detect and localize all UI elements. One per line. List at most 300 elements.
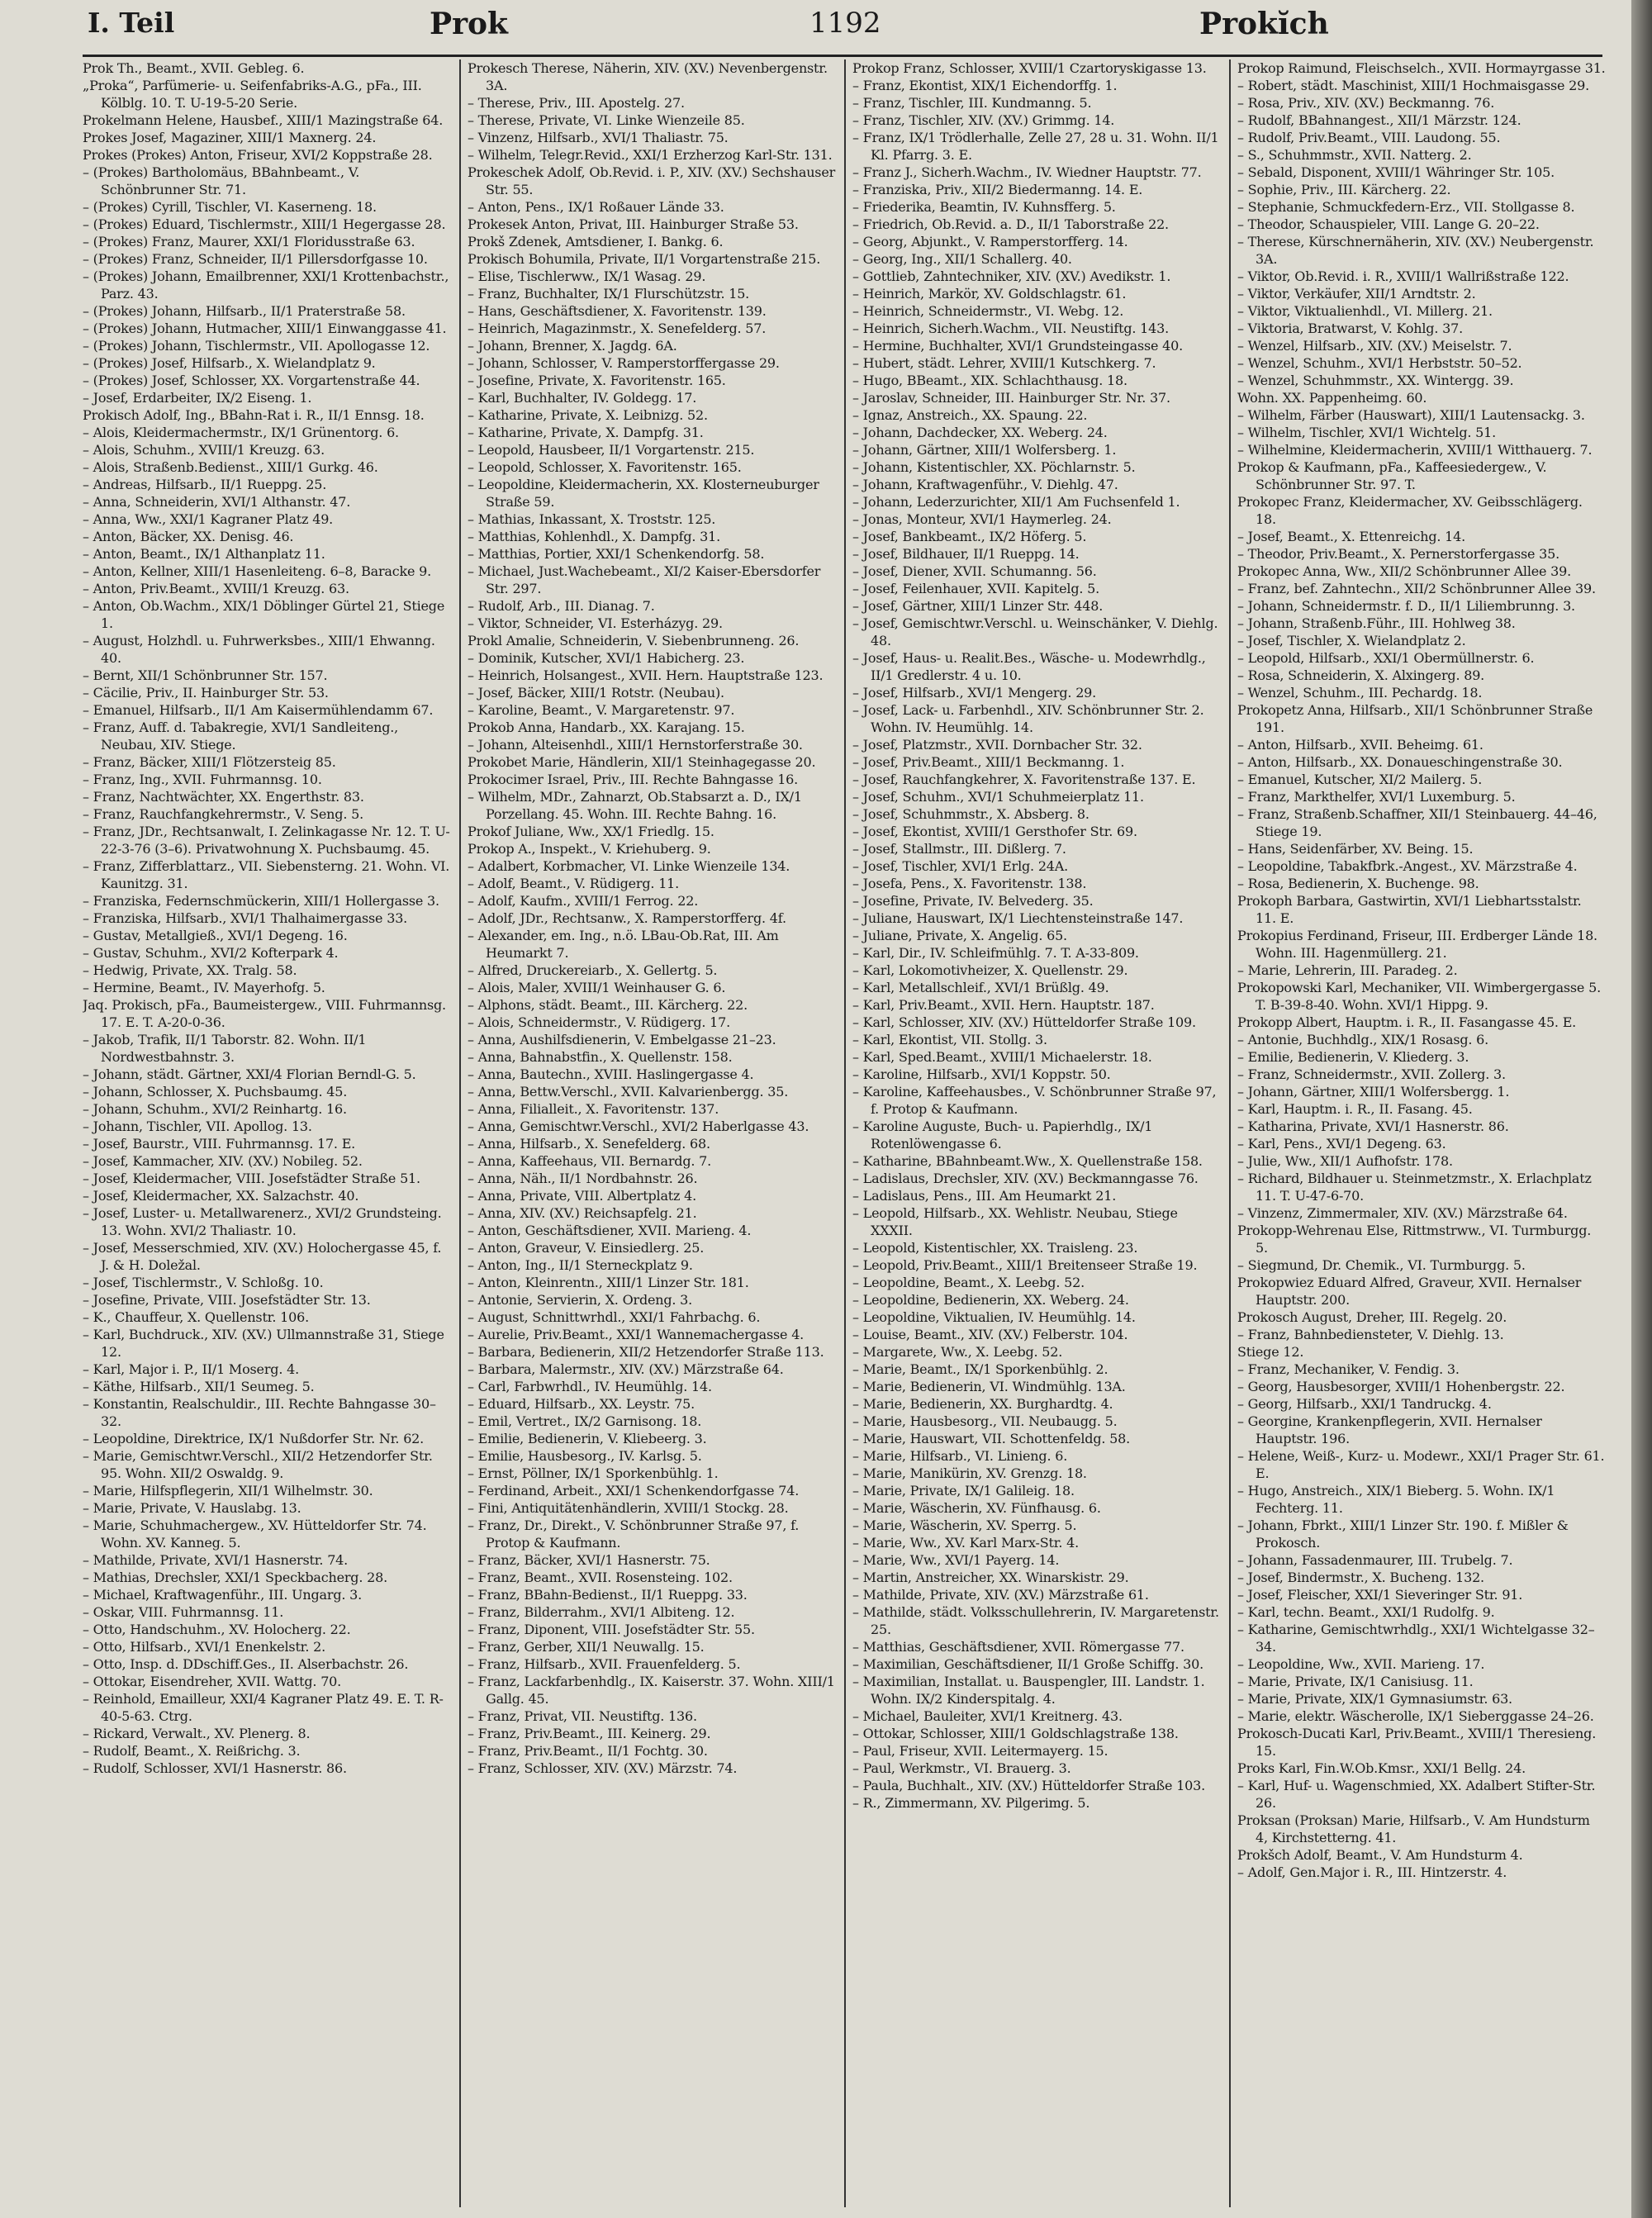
directory-entry: Prokopwiez Eduard Alfred, Graveur, XVII. Hernalser Hauptstr. 200.	[1237, 1275, 1582, 1308]
directory-entry: – Anton, Hilfsarb., XVII. Beheimg. 61.	[1237, 737, 1483, 753]
directory-entry: – Maximilian, Installat. u. Bauspengler, III. Landstr. 1. Wohn. IX/2 Kinderspitalg. 4.	[852, 1674, 1205, 1707]
directory-entry: Prokes (Prokes) Anton, Friseur, XVI/2 Koppstraße 28.	[83, 147, 433, 163]
directory-entry: Prokisch Adolf, Ing., BBahn-Rat i. R., II/1 Ennsg. 18.	[83, 407, 425, 423]
directory-entry: – Hedwig, Private, XX. Tralg. 58.	[83, 962, 297, 978]
directory-entry: – Johann, Tischler, VII. Apollog. 13.	[83, 1118, 312, 1134]
part-label: I. Teil	[88, 7, 175, 39]
directory-entry: – Anna, Bettw.Verschl., XVII. Kalvarienbergg. 35.	[468, 1084, 789, 1100]
directory-entry: Prokeschek Adolf, Ob.Revid. i. P., XIV. (XV.) Sechshauser Str. 55.	[468, 164, 836, 197]
directory-entry: – Johann, Lederzurichter, XII/1 Am Fuchsenfeld 1.	[852, 494, 1180, 510]
directory-entry: – Wenzel, Hilfsarb., XIV. (XV.) Meiselstr. 7.	[1237, 338, 1512, 354]
directory-entry: – Rudolf, Arb., III. Dianag. 7.	[468, 598, 655, 614]
directory-entry: – Richard, Bildhauer u. Steinmetzmstr., X. Erlachplatz 11. T. U-47-6-70.	[1237, 1171, 1592, 1204]
directory-entry: – Rudolf, Beamt., X. Reißrichg. 3.	[83, 1743, 301, 1759]
directory-entry: – Robert, städt. Maschinist, XIII/1 Hochmaisgasse 29.	[1237, 78, 1590, 93]
directory-entry: – Wilhelm, Färber (Hauswart), XIII/1 Lautensackg. 3.	[1237, 407, 1585, 423]
directory-entry: – Karl, Buchdruck., XIV. (XV.) Ullmannstraße 31, Stiege 12.	[83, 1327, 444, 1360]
directory-entry: – Josef, Erdarbeiter, IX/2 Eiseng. 1.	[83, 390, 312, 406]
directory-entry: Prokš Zdenek, Amtsdiener, I. Bankg. 6.	[468, 234, 724, 249]
directory-entry: – Josef, Messerschmied, XIV. (XV.) Holochergasse 45, f. J. & H. Doležal.	[83, 1240, 442, 1273]
directory-entry: – Franz, Bahnbediensteter, V. Diehlg. 13.	[1237, 1327, 1504, 1342]
directory-entry: – Josef, Diener, XVII. Schumanng. 56.	[852, 563, 1097, 579]
directory-entry: – Ottokar, Eisendreher, XVII. Wattg. 70.	[83, 1674, 342, 1689]
directory-entry: – Franz J., Sicherh.Wachm., IV. Wiedner Hauptstr. 77.	[852, 164, 1202, 180]
directory-entry: – Marie, Manikürin, XV. Grenzg. 18.	[852, 1465, 1087, 1481]
directory-entry: Stiege 12.	[1237, 1344, 1304, 1360]
directory-entry: – Bernt, XII/1 Schönbrunner Str. 157.	[83, 667, 328, 683]
directory-entry: – Franz, Diponent, VIII. Josefstädter Str. 55.	[468, 1622, 755, 1637]
directory-entry: Prokopp Albert, Hauptm. i. R., II. Fasangasse 45. E.	[1237, 1014, 1577, 1030]
directory-entry: – Josef, Priv.Beamt., XIII/1 Beckmanng. 1.	[852, 754, 1125, 770]
directory-entry: – Anton, Hilfsarb., XX. Donaueschingenstraße 30.	[1237, 754, 1563, 770]
directory-entry: – Rosa, Priv., XIV. (XV.) Beckmanng. 76.	[1237, 95, 1495, 111]
directory-entry: – Franz, Tischler, XIV. (XV.) Grimmg. 14.	[852, 112, 1115, 128]
directory-entry: – Fini, Antiquitätenhändlerin, XVIII/1 Stockg. 28.	[468, 1500, 789, 1516]
directory-entry: – Marie, Bedienerin, VI. Windmühlg. 13A.	[852, 1379, 1126, 1394]
directory-entry: – Karl, Ekontist, VII. Stollg. 3.	[852, 1032, 1047, 1047]
directory-entry: – Josef, Haus- u. Realit.Bes., Wäsche- u. Modewrhdlg., II/1 Gredlerstr. 4 u. 10.	[852, 650, 1206, 683]
directory-entry: – Josef, Rauchfangkehrer, X. Favoritenstraße 137. E.	[852, 772, 1196, 787]
directory-entry: – Stephanie, Schmuckfedern-Erz., VII. Stollgasse 8.	[1237, 199, 1575, 215]
directory-entry: – Marie, Wäscherin, XV. Fünfhausg. 6.	[852, 1500, 1101, 1516]
directory-entry: Prokop & Kaufmann, pFa., Kaffeesiedergew., V. Schönbrunner Str. 97. T.	[1237, 459, 1547, 492]
directory-entry: – Franz, Schlosser, XIV. (XV.) Märzstr. 74.	[468, 1760, 738, 1776]
directory-entry: – Carl, Farbwrhdl., IV. Heumühlg. 14.	[468, 1379, 712, 1394]
directory-entry: – Käthe, Hilfsarb., XII/1 Seumeg. 5.	[83, 1379, 315, 1394]
directory-entry: Prokob Anna, Handarb., XX. Karajang. 15.	[468, 720, 745, 735]
directory-entry: – Jonas, Monteur, XVI/1 Haymerleg. 24.	[852, 511, 1112, 527]
directory-entry: – Juliane, Hauswart, IX/1 Liechtensteinstraße 147.	[852, 910, 1184, 926]
directory-entry: – Katharina, Private, XVI/1 Hasnerstr. 86.	[1237, 1118, 1509, 1134]
directory-entry: – Heinrich, Sicherh.Wachm., VII. Neustiftg. 143.	[852, 321, 1169, 336]
directory-entry: – August, Schnittwrhdl., XXI/1 Fahrbachg. 6.	[468, 1309, 761, 1325]
directory-entry: – Katharine, Private, X. Leibnizg. 52.	[468, 407, 708, 423]
directory-entry: – Franz, Auff. d. Tabakregie, XVI/1 Sandleiteng., Neubau, XIV. Stiege.	[83, 720, 399, 753]
directory-entry: – Anna, Bahnabstfin., X. Quellenstr. 158.	[468, 1049, 733, 1065]
directory-entry: – Hermine, Buchhalter, XVI/1 Grundsteingasse 40.	[852, 338, 1183, 354]
directory-entry: – Leopoldine, Kleidermacherin, XX. Klosterneuburger Straße 59.	[468, 477, 819, 510]
directory-entry: – Heinrich, Holsangest., XVII. Hern. Hauptstraße 123.	[468, 667, 824, 683]
directory-entry: – Johann, städt. Gärtner, XXI/4 Florian Berndl-G. 5.	[83, 1066, 416, 1082]
directory-entry: Prok Th., Beamt., XVII. Gebleg. 6.	[83, 60, 305, 76]
directory-entry: – Josef, Gärtner, XIII/1 Linzer Str. 448.	[852, 598, 1104, 614]
directory-entry: Prokopetz Anna, Hilfsarb., XII/1 Schönbrunner Straße 191.	[1237, 702, 1593, 735]
directory-entry: – Vinzenz, Hilfsarb., XVI/1 Thaliastr. 75.	[468, 130, 729, 145]
directory-entry: – Alphons, städt. Beamt., III. Kärcherg. 22.	[468, 997, 748, 1013]
directory-entry: – Rosa, Bedienerin, X. Buchenge. 98.	[1237, 876, 1479, 891]
directory-entry: – Josefine, Private, X. Favoritenstr. 165.	[468, 373, 726, 388]
directory-entry: – Franz, Beamt., XVII. Rosensteing. 102.	[468, 1570, 733, 1585]
directory-entry: – Franz, Gerber, XII/1 Neuwallg. 15.	[468, 1639, 705, 1655]
directory-entry: – Johann, Fassadenmaurer, III. Trubelg. 7.	[1237, 1552, 1513, 1568]
directory-entry: – Theodor, Schauspieler, VIII. Lange G. 20–22.	[1237, 216, 1540, 232]
directory-entry: – Anna, Ww., XXI/1 Kagraner Platz 49.	[83, 511, 334, 527]
directory-entry: – Hans, Seidenfärber, XV. Being. 15.	[1237, 841, 1474, 857]
directory-entry: – Alexander, em. Ing., n.ö. LBau-Ob.Rat, III. Am Heumarkt 7.	[468, 928, 779, 961]
directory-entry: – Franz, Schneidermstr., XVII. Zollerg. 3.	[1237, 1066, 1506, 1082]
directory-entry: – Leopold, Priv.Beamt., XIII/1 Breitenseer Straße 19.	[852, 1257, 1198, 1273]
column-2	[468, 59, 836, 2207]
directory-entry: – Marie, Schuhmachergew., XV. Hütteldorfer Str. 74. Wohn. XV. Kanneg. 5.	[83, 1517, 427, 1551]
directory-entry: – Karl, Metallschleif., XVI/1 Brüßlg. 49.	[852, 980, 1109, 995]
directory-entry: – Wilhelm, Tischler, XVI/1 Wichtelg. 51.	[1237, 425, 1496, 440]
directory-entry: – Josef, Hilfsarb., XVI/1 Mengerg. 29.	[852, 685, 1097, 701]
directory-entry: Prokobet Marie, Händlerin, XII/1 Steinhagegasse 20.	[468, 754, 816, 770]
directory-entry: – Viktor, Viktualienhdl., VI. Millerg. 21.	[1237, 303, 1493, 319]
directory-entry: – Emanuel, Hilfsarb., II/1 Am Kaisermühlendamm 67.	[83, 702, 434, 718]
directory-entry: – Josef, Tischler, X. Wielandplatz 2.	[1237, 633, 1466, 648]
directory-entry: – Anna, Kaffeehaus, VII. Bernardg. 7.	[468, 1153, 712, 1169]
directory-entry: – Mathilde, städt. Volksschullehrerin, IV. Margaretenstr. 25.	[852, 1604, 1219, 1637]
left-catchword: Prok	[430, 7, 508, 41]
directory-entry: – Adolf, JDr., Rechtsanw., X. Ramperstorfferg. 4f.	[468, 910, 786, 926]
directory-entry: Prokopec Anna, Ww., XII/2 Schönbrunner Allee 39.	[1237, 563, 1572, 579]
directory-entry: Prokop A., Inspekt., V. Kriehuberg. 9.	[468, 841, 711, 857]
directory-entry: – Josefine, Private, VIII. Josefstädter Str. 13.	[83, 1292, 371, 1308]
directory-entry: – Michael, Just.Wachebeamt., XI/2 Kaiser-Ebersdorfer Str. 297.	[468, 563, 821, 596]
directory-entry: – Marie, Hilfsarb., VI. Linieng. 6.	[852, 1448, 1068, 1464]
directory-entry: – Sebald, Disponent, XVIII/1 Währinger Str. 105.	[1237, 164, 1555, 180]
directory-entry: – Karl, Schlosser, XIV. (XV.) Hütteldorfer Straße 109.	[852, 1014, 1196, 1030]
directory-entry: – (Prokes) Johann, Tischlermstr., VII. Apollogasse 12.	[83, 338, 430, 354]
directory-entry: – Karl, Lokomotivheizer, X. Quellenstr. 29.	[852, 962, 1128, 978]
directory-entry: – Marie, Hauswart, VII. Schottenfeldg. 58.	[852, 1431, 1130, 1446]
directory-entry: – Otto, Handschuhm., XV. Holocherg. 22.	[83, 1622, 351, 1637]
directory-entry: – Georg, Abjunkt., V. Ramperstorfferg. 14.	[852, 234, 1128, 249]
directory-entry: – Gustav, Schuhm., XVI/2 Kofterpark 4.	[83, 945, 339, 961]
directory-entry: – Marie, Ww., XV. Karl Marx-Str. 4.	[852, 1535, 1080, 1551]
directory-entry: – Leopold, Hilfsarb., XXI/1 Obermüllnerstr. 6.	[1237, 650, 1535, 666]
directory-entry: – Mathias, Inkassant, X. Troststr. 125.	[468, 511, 716, 527]
directory-entry: – Johann, Gärtner, XIII/1 Wolfersbergg. 1.	[1237, 1084, 1510, 1100]
directory-entry: – Marie, Bedienerin, XX. Burghardtg. 4.	[852, 1396, 1113, 1412]
directory-entry: – Anna, Gemischtwr.Verschl., XVI/2 Haberlgasse 43.	[468, 1118, 809, 1134]
directory-entry: – Josef, Luster- u. Metallwarenerz., XVI/2 Grundsteing. 13. Wohn. XVI/2 Thaliastr. 10.	[83, 1205, 442, 1238]
directory-entry: – Josefine, Private, IV. Belvederg. 35.	[852, 893, 1094, 909]
directory-entry: – Ladislaus, Drechsler, XIV. (XV.) Beckmanngasse 76.	[852, 1171, 1199, 1186]
column-1	[83, 59, 451, 2207]
directory-entry: – Georgine, Krankenpflegerin, XVII. Hernalser Hauptstr. 196.	[1237, 1413, 1542, 1446]
directory-entry: – Josef, Bankbeamt., IX/2 Höferg. 5.	[852, 529, 1087, 544]
right-catchword: Prokĭch	[1199, 7, 1329, 41]
directory-entry: – Matthias, Kohlenhdl., X. Dampfg. 31.	[468, 529, 721, 544]
directory-entry: – Katharine, BBahnbeamt.Ww., X. Quellenstraße 158.	[852, 1153, 1203, 1169]
directory-entry: – Theodor, Priv.Beamt., X. Pernerstorfergasse 35.	[1237, 546, 1559, 562]
directory-entry: – Josefa, Pens., X. Favoritenstr. 138.	[852, 876, 1087, 891]
column-divider	[459, 59, 461, 2207]
directory-entry: – Andreas, Hilfsarb., II/1 Rueppg. 25.	[83, 477, 327, 492]
directory-entry: – Karoline, Hilfsarb., XVI/1 Koppstr. 50.	[852, 1066, 1111, 1082]
directory-entry: – Jaroslav, Schneider, III. Hainburger Str. Nr. 37.	[852, 390, 1170, 406]
directory-entry: – Rudolf, Priv.Beamt., VIII. Laudong. 55.	[1237, 130, 1501, 145]
directory-entry: – Hugo, Anstreich., XIX/1 Bieberg. 5. Wohn. IX/1 Fechterg. 11.	[1237, 1483, 1555, 1516]
directory-entry: Prokopowski Karl, Mechaniker, VII. Wimbergergasse 5. T. B-39-8-40. Wohn. XVI/1 Hippg. 9.	[1237, 980, 1601, 1013]
directory-entry: – Marie, Private, V. Hauslabg. 13.	[83, 1500, 301, 1516]
directory-entry: – Friederika, Beamtin, IV. Kuhnsfferg. 5.	[852, 199, 1116, 215]
directory-entry: – Juliane, Private, X. Angelig. 65.	[852, 928, 1067, 943]
directory-entry: – Karl, Hauptm. i. R., II. Fasang. 45.	[1237, 1101, 1473, 1117]
directory-entry: – Martin, Anstreicher, XX. Winarskistr. 29.	[852, 1570, 1129, 1585]
directory-entry: – Josef, Fleischer, XXI/1 Sieveringer Str. 91.	[1237, 1587, 1523, 1603]
directory-entry: – Josef, Kammacher, XIV. (XV.) Nobileg. 52.	[83, 1153, 363, 1169]
directory-entry: – Margarete, Ww., X. Leebg. 52.	[852, 1344, 1063, 1360]
directory-entry: – (Prokes) Johann, Hutmacher, XIII/1 Einwanggasse 41.	[83, 321, 447, 336]
directory-entry: – Louise, Beamt., XIV. (XV.) Felberstr. 104.	[852, 1327, 1128, 1342]
directory-entry: – Alois, Maler, XVIII/1 Weinhauser G. 6.	[468, 980, 726, 995]
directory-entry: – Alois, Schneidermstr., V. Rüdigerg. 17.	[468, 1014, 730, 1030]
directory-entry: – Leopoldine, Ww., XVII. Marieng. 17.	[1237, 1656, 1485, 1672]
directory-entry: – Ottokar, Schlosser, XIII/1 Goldschlagstraße 138.	[852, 1726, 1179, 1741]
directory-entry: – Franz, Lackfarbenhdlg., IX. Kaiserstr. 37. Wohn. XIII/1 Gallg. 45.	[468, 1674, 835, 1707]
directory-entry: Prokesch Therese, Näherin, XIV. (XV.) Nevenbergenstr. 3A.	[468, 60, 828, 93]
directory-entry: Prokosch-Ducati Karl, Priv.Beamt., XVIII/1 Theresieng. 15.	[1237, 1726, 1597, 1759]
directory-entry: – Anna, Näh., II/1 Nordbahnstr. 26.	[468, 1171, 698, 1186]
directory-entry: – Alois, Schuhm., XVIII/1 Kreuzg. 63.	[83, 442, 325, 458]
directory-entry: – Anna, Bautechn., XVIII. Haslingergasse 4.	[468, 1066, 754, 1082]
directory-entry: – Ferdinand, Arbeit., XXI/1 Schenkendorfgasse 74.	[468, 1483, 800, 1498]
directory-entry: – Anna, XIV. (XV.) Reichsapfelg. 21.	[468, 1205, 697, 1221]
directory-entry: – Georg, Hausbesorger, XVIII/1 Hohenbergstr. 22.	[1237, 1379, 1565, 1394]
directory-entry: – Otto, Insp. d. DDschiff.Ges., II. Alserbachstr. 26.	[83, 1656, 409, 1672]
directory-entry: Prokisch Bohumila, Private, II/1 Vorgartenstraße 215.	[468, 251, 821, 267]
directory-entry: Prokelmann Helene, Hausbef., XIII/1 Mazingstraße 64.	[83, 112, 444, 128]
directory-entry: – Marie, Private, IX/1 Canisiusg. 11.	[1237, 1674, 1474, 1689]
directory-entry: Prokocimer Israel, Priv., III. Rechte Bahngasse 16.	[468, 772, 799, 787]
directory-entry: – Hugo, BBeamt., XIX. Schlachthausg. 18.	[852, 373, 1127, 388]
directory-entry: – Friedrich, Ob.Revid. a. D., II/1 Taborstraße 22.	[852, 216, 1169, 232]
directory-entry: – Heinrich, Schneidermstr., VI. Webg. 12.	[852, 303, 1124, 319]
directory-entry: – Franziska, Federnschmückerin, XIII/1 Hollergasse 3.	[83, 893, 439, 909]
directory-entry: – Adolf, Beamt., V. Rüdigerg. 11.	[468, 876, 680, 891]
directory-entry: – Karoline, Kaffeehausbes., V. Schönbrunner Straße 97, f. Protop & Kaufmann.	[852, 1084, 1217, 1117]
directory-entry: – Franz, Priv.Beamt., III. Keinerg. 29.	[468, 1726, 711, 1741]
column-4	[1237, 59, 1606, 2207]
directory-entry: – Marie, elektr. Wäscherolle, IX/1 Sieberggasse 24–26.	[1237, 1708, 1594, 1724]
column-divider	[1229, 59, 1231, 2207]
directory-entry: – Marie, Hausbesorg., VII. Neubaugg. 5.	[852, 1413, 1118, 1429]
directory-entry: – Cäcilie, Priv., II. Hainburger Str. 53.	[83, 685, 329, 701]
directory-entry: – Georg, Ing., XII/1 Schallerg. 40.	[852, 251, 1072, 267]
directory-entry: – Anton, Ob.Wachm., XIX/1 Döblinger Gürtel 21, Stiege 1.	[83, 598, 445, 631]
directory-entry: Prokop Raimund, Fleischselch., XVII. Hormayrgasse 31.	[1237, 60, 1606, 76]
directory-entry: – (Prokes) Eduard, Tischlermstr., XIII/1 Hegergasse 28.	[83, 216, 446, 232]
directory-entry: – Josef, Schuhm., XVI/1 Schuhmeierplatz 11.	[852, 789, 1144, 805]
directory-entry: – Franz, Privat, VII. Neustiftg. 136.	[468, 1708, 697, 1724]
directory-entry: – Johann, Schuhm., XVI/2 Reinhartg. 16.	[83, 1101, 347, 1117]
directory-entry: – Rudolf, Schlosser, XVI/1 Hasnerstr. 86.	[83, 1760, 347, 1776]
directory-entry: – Hermine, Beamt., IV. Mayerhofg. 5.	[83, 980, 325, 995]
directory-entry: – Adolf, Gen.Major i. R., III. Hintzerstr. 4.	[1237, 1864, 1507, 1880]
directory-entry: – Reinhold, Emailleur, XXI/4 Kagraner Platz 49. E. T. R-40-5-63. Ctrg.	[83, 1691, 444, 1724]
directory-entry: – Emilie, Hausbesorg., IV. Karlsg. 5.	[468, 1448, 702, 1464]
directory-entry: – Josef, Kleidermacher, VIII. Josefstädter Straße 51.	[83, 1171, 420, 1186]
directory-entry: – Emanuel, Kutscher, XI/2 Mailerg. 5.	[1237, 772, 1483, 787]
directory-entry: – Anton, Graveur, V. Einsiedlerg. 25.	[468, 1240, 705, 1256]
directory-entry: Prokšch Adolf, Beamt., V. Am Hundsturm 4.	[1237, 1847, 1523, 1863]
directory-entry: – Josef, Bäcker, XIII/1 Rotstr. (Neubau).	[468, 685, 724, 701]
directory-entry: – Johann, Schneidermstr. f. D., II/1 Liliembrunng. 3.	[1237, 598, 1575, 614]
directory-entry: – Anna, Filialleit., X. Favoritenstr. 137.	[468, 1101, 719, 1117]
directory-entry: – Emilie, Bedienerin, V. Kliederg. 3.	[1237, 1049, 1469, 1065]
directory-entry: – Matthias, Portier, XXI/1 Schenkendorfg. 58.	[468, 546, 765, 562]
directory-entry: – Anna, Schneiderin, XVI/1 Althanstr. 47.	[83, 494, 351, 510]
directory-entry: – Marie, Private, IX/1 Galileig. 18.	[852, 1483, 1075, 1498]
directory-entry: – Karl, Priv.Beamt., XVII. Hern. Hauptstr. 187.	[852, 997, 1155, 1013]
directory-entry: – Barbara, Bedienerin, XII/2 Hetzendorfer Straße 113.	[468, 1344, 824, 1360]
directory-entry: – Elise, Tischlerww., IX/1 Wasag. 29.	[468, 268, 706, 284]
directory-entry: – (Prokes) Josef, Hilfsarb., X. Wielandplatz 9.	[83, 355, 376, 371]
directory-entry: – Leopold, Schlosser, X. Favoritenstr. 165.	[468, 459, 742, 475]
directory-entry: – Franziska, Hilfsarb., XVI/1 Thalhaimergasse 33.	[83, 910, 408, 926]
directory-entry: – (Prokes) Cyrill, Tischler, VI. Kaserneng. 18.	[83, 199, 377, 215]
directory-entry: – Anna, Private, VIII. Albertplatz 4.	[468, 1188, 696, 1204]
directory-entry: – Marie, Beamt., IX/1 Sporkenbühlg. 2.	[852, 1361, 1108, 1377]
directory-entry: – Konstantin, Realschuldir., III. Rechte Bahngasse 30–32.	[83, 1396, 436, 1429]
directory-entry: – Wenzel, Schuhm., XVI/1 Herbststr. 50–52.	[1237, 355, 1522, 371]
directory-entry: – Johann, Gärtner, XIII/1 Wolfersberg. 1.	[852, 442, 1117, 458]
directory-entry: – Helene, Weiß-, Kurz- u. Modewr., XXI/1 Prager Str. 61. E.	[1237, 1448, 1605, 1481]
directory-entry: – Anna, Hilfsarb., X. Senefelderg. 68.	[468, 1136, 710, 1152]
directory-entry: – Franz, Bäcker, XVI/1 Hasnerstr. 75.	[468, 1552, 710, 1568]
directory-entry: – Marie, Hilfspflegerin, XII/1 Wilhelmstr. 30.	[83, 1483, 373, 1498]
directory-entry: – Anton, Geschäftsdiener, XVII. Marieng. 4.	[468, 1223, 752, 1238]
directory-entry: – Josef, Platzmstr., XVII. Dornbacher Str. 32.	[852, 737, 1142, 753]
directory-entry: – Oskar, VIII. Fuhrmannsg. 11.	[83, 1604, 284, 1620]
directory-entry: – Mathilde, Private, XVI/1 Hasnerstr. 74.	[83, 1552, 349, 1568]
directory-entry: – Aurelie, Priv.Beamt., XXI/1 Wannemachergasse 4.	[468, 1327, 805, 1342]
directory-entry: – Johann, Kistentischler, XX. Pöchlarnstr. 5.	[852, 459, 1136, 475]
directory-entry: Prokes Josef, Magaziner, XIII/1 Maxnerg. 24.	[83, 130, 377, 145]
directory-entry: Prokopius Ferdinand, Friseur, III. Erdberger Lände 18. Wohn. III. Hagenmüllerg. 21.	[1237, 928, 1597, 961]
directory-entry: – Franz, Dr., Direkt., V. Schönbrunner Straße 97, f. Protop & Kaufmann.	[468, 1517, 800, 1551]
directory-entry: – S., Schuhmmstr., XVII. Natterg. 2.	[1237, 147, 1472, 163]
column-3	[852, 59, 1221, 2207]
directory-entry: – Karl, Huf- u. Wagenschmied, XX. Adalbert Stifter-Str. 26.	[1237, 1778, 1596, 1811]
directory-entry: – Marie, Ww., XVI/1 Payerg. 14.	[852, 1552, 1060, 1568]
directory-entry: – Karl, Dir., IV. Schleifmühlg. 7. T. A-33-809.	[852, 945, 1139, 961]
directory-entry: – Josef, Gemischtwr.Verschl. u. Weinschänker, V. Diehlg. 48.	[852, 615, 1218, 648]
header-rule	[83, 55, 1602, 57]
directory-entry: – Josef, Bindermstr., X. Bucheng. 132.	[1237, 1570, 1484, 1585]
directory-entry: – (Prokes) Josef, Schlosser, XX. Vorgartenstraße 44.	[83, 373, 420, 388]
directory-entry: – Leopold, Hausbeer, II/1 Vorgartenstr. 215.	[468, 442, 755, 458]
directory-entry: – (Prokes) Bartholomäus, BBahnbeamt., V. Schönbrunner Str. 71.	[83, 164, 360, 197]
directory-entry: – Josef, Stallmstr., III. Dißlerg. 7.	[852, 841, 1066, 857]
directory-entry: – R., Zimmermann, XV. Pilgerimg. 5.	[852, 1795, 1090, 1811]
directory-entry: – Leopoldine, Bedienerin, XX. Weberg. 24.	[852, 1292, 1129, 1308]
directory-entry: – Paula, Buchhalt., XIV. (XV.) Hütteldorfer Straße 103.	[852, 1778, 1206, 1793]
directory-entry: – (Prokes) Johann, Hilfsarb., II/1 Praterstraße 58.	[83, 303, 406, 319]
directory-entry: – Marie, Private, XIX/1 Gymnasiumstr. 63.	[1237, 1691, 1512, 1707]
directory-entry: – Vinzenz, Zimmermaler, XIV. (XV.) Märzstraße 64.	[1237, 1205, 1568, 1221]
directory-entry: – Franz, Priv.Beamt., II/1 Fochtg. 30.	[468, 1743, 708, 1759]
directory-entry: Proks Karl, Fin.W.Ob.Kmsr., XXI/1 Bellg. 24.	[1237, 1760, 1526, 1776]
directory-entry: – Wenzel, Schuhm., III. Pechardg. 18.	[1237, 685, 1483, 701]
directory-entry: – Anton, Kleinrentn., XIII/1 Linzer Str. 181.	[468, 1275, 749, 1290]
directory-entry: – Michael, Bauleiter, XVI/1 Kreitnerg. 43.	[852, 1708, 1123, 1724]
page-number: 1192	[809, 7, 881, 40]
page-edge	[1631, 0, 1652, 2218]
directory-entry: – Franz, Straßenb.Schaffner, XII/1 Steinbauerg. 44–46, Stiege 19.	[1237, 806, 1597, 839]
directory-entry: – Sophie, Priv., III. Kärcherg. 22.	[1237, 182, 1451, 197]
directory-entry: – Heinrich, Markör, XV. Goldschlagstr. 61.	[852, 286, 1127, 302]
directory-entry: Prokof Juliane, Ww., XX/1 Friedlg. 15.	[468, 824, 714, 839]
directory-entry: – Rosa, Schneiderin, X. Alxingerg. 89.	[1237, 667, 1485, 683]
directory-entry: – Johann, Schlosser, V. Ramperstorffergasse 29.	[468, 355, 780, 371]
directory-entry: Prokesek Anton, Privat, III. Hainburger Straße 53.	[468, 216, 799, 232]
directory-entry: – Antonie, Buchhdlg., XIX/1 Rosasg. 6.	[1237, 1032, 1489, 1047]
directory-entry: – Franz, Hilfsarb., XVII. Frauenfelderg. 5.	[468, 1656, 741, 1672]
directory-entry: – Viktoria, Bratwarst, V. Kohlg. 37.	[1237, 321, 1463, 336]
directory-entry: – Franz, Mechaniker, V. Fendig. 3.	[1237, 1361, 1460, 1377]
directory-entry: – Rickard, Verwalt., XV. Plenerg. 8.	[83, 1726, 311, 1741]
directory-entry: – Viktor, Schneider, VI. Esterházyg. 29.	[468, 615, 723, 631]
directory-entry: – Leopold, Kistentischler, XX. Traisleng. 23.	[852, 1240, 1138, 1256]
directory-entry: Prokopec Franz, Kleidermacher, XV. Geibsschlägerg. 18.	[1237, 494, 1583, 527]
directory-entry: – Johann, Brenner, X. Jagdg. 6A.	[468, 338, 677, 354]
directory-entry: – Josef, Tischlermstr., V. Schloßg. 10.	[83, 1275, 324, 1290]
directory-entry: – Alois, Kleidermachermstr., IX/1 Grünentorg. 6.	[83, 425, 399, 440]
directory-entry: – Heinrich, Magazinmstr., X. Senefelderg. 57.	[468, 321, 767, 336]
directory-entry: – Gustav, Metallgieß., XVI/1 Degeng. 16.	[83, 928, 348, 943]
directory-entry: – Julie, Ww., XII/1 Aufhofstr. 178.	[1237, 1153, 1453, 1169]
directory-entry: – Katharine, Gemischtwrhdlg., XXI/1 Wichtelgasse 32–34.	[1237, 1622, 1595, 1655]
directory-entry: – Franz, Markthelfer, XVI/1 Luxemburg. 5.	[1237, 789, 1516, 805]
directory-entry: – Josef, Bildhauer, II/1 Rueppg. 14.	[852, 546, 1080, 562]
directory-entry: – Anton, Beamt., IX/1 Althanplatz 11.	[83, 546, 325, 562]
directory-entry: – Franz, Buchhalter, IX/1 Flurschützstr. 15.	[468, 286, 750, 302]
directory-entry: – Anton, Priv.Beamt., XVIII/1 Kreuzg. 63.	[83, 581, 349, 596]
directory-entry: – Viktor, Ob.Revid. i. R., XVIII/1 Wallrißstraße 122.	[1237, 268, 1569, 284]
directory-entry: – Josef, Schuhmmstr., X. Absberg. 8.	[852, 806, 1089, 822]
directory-entry: – Johann, Alteisenhdl., XIII/1 Hernstorferstraße 30.	[468, 737, 803, 753]
directory-entry: – Alois, Straßenb.Bedienst., XIII/1 Gurkg. 46.	[83, 459, 378, 475]
directory-entry: – Josef, Baurstr., VIII. Fuhrmannsg. 17. E.	[83, 1136, 356, 1152]
directory-entry: Wohn. XX. Pappenheimg. 60.	[1237, 390, 1427, 406]
directory-entry: – Emil, Vertret., IX/2 Garnisong. 18.	[468, 1413, 702, 1429]
directory-entry: – Franz, Bäcker, XIII/1 Flötzersteig 85.	[83, 754, 336, 770]
directory-entry: – Karl, Major i. P., II/1 Moserg. 4.	[83, 1361, 299, 1377]
directory-entry: Prokoph Barbara, Gastwirtin, XVI/1 Liebhartsstalstr. 11. E.	[1237, 893, 1582, 926]
directory-entry: – Therese, Private, VI. Linke Wienzeile 85.	[468, 112, 745, 128]
directory-entry: – Mathias, Drechsler, XXI/1 Speckbacherg. 28.	[83, 1570, 387, 1585]
directory-entry: – Johann, Straßenb.Führ., III. Hohlweg 38.	[1237, 615, 1516, 631]
directory-entry: – Josef, Ekontist, XVIII/1 Gersthofer Str. 69.	[852, 824, 1137, 839]
directory-entry: – Anton, Kellner, XIII/1 Hasenleiteng. 6–8, Baracke 9.	[83, 563, 432, 579]
directory-entry: – Josef, Beamt., X. Ettenreichg. 14.	[1237, 529, 1465, 544]
directory-entry: – Rudolf, BBahnangest., XII/1 Märzstr. 124.	[1237, 112, 1521, 128]
directory-entry: Prokosch August, Dreher, III. Regelg. 20.	[1237, 1309, 1507, 1325]
directory-entry: – Leopoldine, Beamt., X. Leebg. 52.	[852, 1275, 1085, 1290]
directory-entry: – K., Chauffeur, X. Quellenstr. 106.	[83, 1309, 309, 1325]
directory-entry: Jaq. Prokisch, pFa., Baumeistergew., VIII. Fuhrmannsg. 17. E. T. A-20-0-36.	[83, 997, 446, 1030]
directory-entry: – Michael, Kraftwagenführ., III. Ungarg. 3.	[83, 1587, 363, 1603]
directory-entry: – Alfred, Druckereiarb., X. Gellertg. 5.	[468, 962, 718, 978]
directory-entry: – Wilhelm, MDr., Zahnarzt, Ob.Stabsarzt a. D., IX/1 Porzellang. 45. Wohn. III. Rechte Bahng. 16.	[468, 789, 802, 822]
directory-entry: – Marie, Wäscherin, XV. Sperrg. 5.	[852, 1517, 1077, 1533]
directory-entry: – (Prokes) Franz, Maurer, XXI/1 Floridusstraße 63.	[83, 234, 415, 249]
directory-entry: – Wenzel, Schuhmmstr., XX. Wintergg. 39.	[1237, 373, 1514, 388]
directory-entry: – (Prokes) Johann, Emailbrenner, XXI/1 Krottenbachstr., Parz. 43.	[83, 268, 449, 302]
directory-entry: – Ernst, Pöllner, IX/1 Sporkenbühlg. 1.	[468, 1465, 719, 1481]
directory-entry: – Paul, Friseur, XVII. Leitermayerg. 15.	[852, 1743, 1108, 1759]
column-divider	[844, 59, 846, 2207]
directory-entry: – Viktor, Verkäufer, XII/1 Arndtstr. 2.	[1237, 286, 1476, 302]
directory-entry: – Marie, Gemischtwr.Verschl., XII/2 Hetzendorfer Str. 95. Wohn. XII/2 Oswaldg. 9.	[83, 1448, 433, 1481]
directory-entry: – Gottlieb, Zahntechniker, XIV. (XV.) Avedikstr. 1.	[852, 268, 1171, 284]
directory-entry: – Ladislaus, Pens., III. Am Heumarkt 21.	[852, 1188, 1117, 1204]
directory-entry: – Hans, Geschäftsdiener, X. Favoritenstr. 139.	[468, 303, 767, 319]
